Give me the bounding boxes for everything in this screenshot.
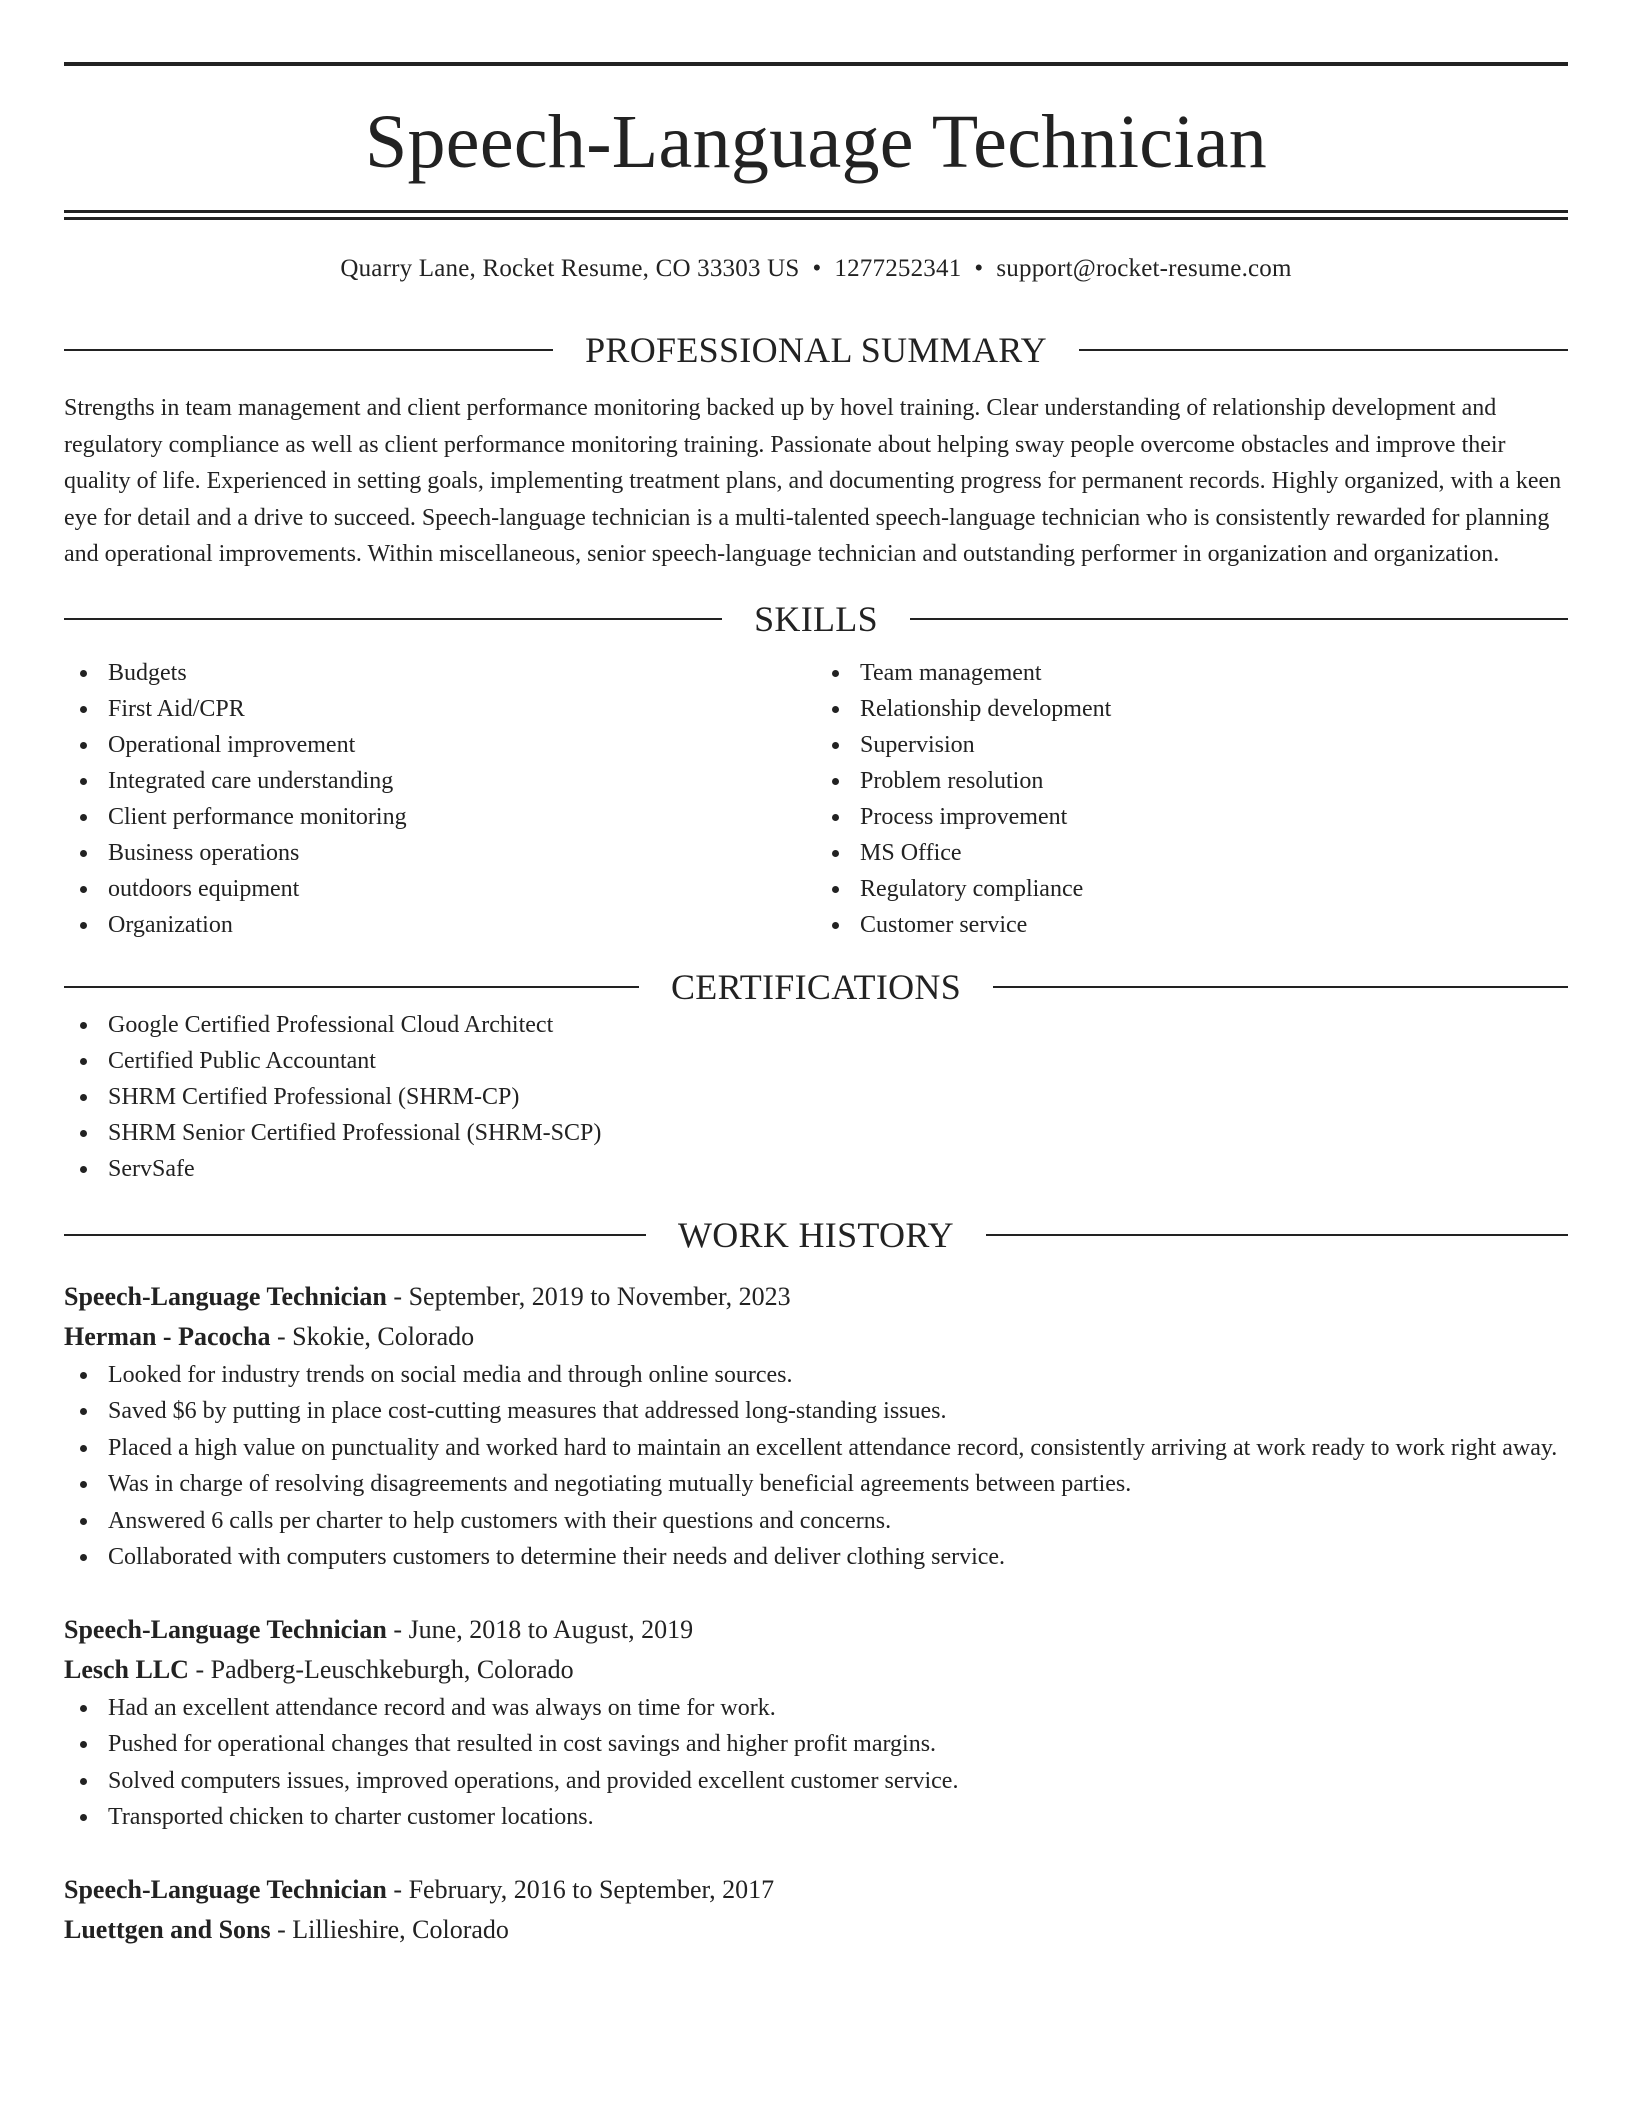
skills-column-left — [64, 655, 816, 943]
job-company: Lesch LLC — [64, 1654, 189, 1684]
skills-grid — [64, 655, 1568, 943]
job-duty-item: Had an excellent attendance record and was always on time for work. — [64, 1690, 1568, 1727]
job-duty-item: Looked for industry trends on social media and through online sources. — [64, 1357, 1568, 1394]
certifications-heading — [64, 967, 1568, 1007]
skill-item: Team management — [816, 655, 1568, 691]
job-location: - Padberg-Leuschkeburgh, Colorado — [188, 1654, 574, 1684]
heading-rule-right — [910, 618, 1568, 620]
skill-item: Organization — [64, 907, 816, 943]
job-title-line — [64, 1870, 1568, 1910]
job-location: - Skokie, Colorado — [270, 1321, 475, 1351]
work-history-heading-label: WORK HISTORY — [678, 1214, 954, 1255]
job-title-line — [64, 1610, 1568, 1650]
contact-separator: • — [812, 255, 822, 282]
skills-column-right — [816, 655, 1568, 943]
skill-item: Business operations — [64, 835, 816, 871]
heading-rule-left — [64, 618, 722, 620]
job-location: - Lillieshire, Colorado — [270, 1914, 509, 1944]
job-duty-item: Transported chicken to charter customer locations. — [64, 1799, 1568, 1836]
job-dates: - September, 2019 to November, 2023 — [386, 1281, 791, 1311]
certification-item: Certified Public Accountant — [64, 1043, 1568, 1079]
heading-rule-right — [993, 986, 1568, 988]
job-title: Speech-Language Technician — [64, 1874, 387, 1904]
job-company-line — [64, 1650, 1568, 1690]
summary-heading-label: PROFESSIONAL SUMMARY — [585, 330, 1047, 370]
job-duty-item: Saved $6 by putting in place cost-cutting measures that addressed long-standing issues. — [64, 1393, 1568, 1430]
skill-item: MS Office — [816, 835, 1568, 871]
job-duties-list — [64, 1690, 1568, 1836]
summary-heading — [64, 330, 1568, 370]
skill-item: Customer service — [816, 907, 1568, 943]
job-company-line — [64, 1910, 1568, 1950]
job-entry — [64, 1610, 1568, 1836]
summary-text: Strengths in team management and client performance monitoring backed up by hovel training. Clear understanding of relationship development and regulatory compliance as well as client performance monitoring training. Passionate about helping sway people overcome obstacles and improve their quality of life. Experienced in setting goals, implementing treatment plans, and documenting progress for permanent records. Highly organized, with a keen eye for detail and a drive to succeed. Speech-language technician is a multi-talented speech-language technician who is consistently rewarded for planning and operational improvements. Within miscellaneous, senior speech-language technician and outstanding performer in organization and organization. — [64, 395, 1562, 567]
work-history-heading — [64, 1215, 1568, 1255]
contact-line — [64, 254, 1568, 284]
job-duty-item: Placed a high value on punctuality and worked hard to maintain an excellent attendance record, consistently arriving at work ready to work right away. — [64, 1430, 1568, 1467]
skill-item: Regulatory compliance — [816, 871, 1568, 907]
certification-item: SHRM Certified Professional (SHRM-CP) — [64, 1079, 1568, 1115]
title-double-rule — [64, 210, 1568, 220]
heading-rule-left — [64, 986, 639, 988]
job-company-line — [64, 1317, 1568, 1357]
skill-item: Budgets — [64, 655, 816, 691]
heading-rule-right — [986, 1234, 1568, 1236]
skill-item: outdoors equipment — [64, 871, 816, 907]
certifications-list — [64, 1007, 1568, 1187]
job-title: Speech-Language Technician — [64, 1614, 387, 1644]
job-title-line — [64, 1277, 1568, 1317]
job-duty-item: Answered 6 calls per charter to help customers with their questions and concerns. — [64, 1503, 1568, 1540]
skill-item: Supervision — [816, 727, 1568, 763]
heading-rule-left — [64, 1234, 646, 1236]
skills-list-left — [64, 655, 816, 943]
top-rule — [64, 62, 1568, 66]
job-entry — [64, 1277, 1568, 1576]
contact-separator: • — [974, 255, 984, 282]
job-duty-item: Pushed for operational changes that resulted in cost savings and higher profit margins. — [64, 1726, 1568, 1763]
contact-address: Quarry Lane, Rocket Resume, CO 33303 US — [340, 255, 800, 282]
job-entry — [64, 1870, 1568, 1950]
skill-item: Relationship development — [816, 691, 1568, 727]
job-title: Speech-Language Technician — [64, 1281, 387, 1311]
resume-title: Speech-Language Technician — [364, 100, 1268, 184]
skill-item: Problem resolution — [816, 763, 1568, 799]
contact-email: support@rocket-resume.com — [996, 255, 1292, 282]
job-duty-item: Solved computers issues, improved operations, and provided excellent customer service. — [64, 1763, 1568, 1800]
certification-item: SHRM Senior Certified Professional (SHRM-SCP) — [64, 1115, 1568, 1151]
certification-item: Google Certified Professional Cloud Architect — [64, 1007, 1568, 1043]
skills-heading — [64, 599, 1568, 639]
heading-rule-right — [1079, 349, 1568, 351]
skill-item: Client performance monitoring — [64, 799, 816, 835]
contact-phone: 1277252341 — [834, 255, 962, 282]
certifications-heading-label: CERTIFICATIONS — [670, 966, 962, 1007]
skill-item: First Aid/CPR — [64, 691, 816, 727]
job-company: Herman - Pacocha — [64, 1321, 271, 1351]
skill-item: Operational improvement — [64, 727, 816, 763]
heading-rule-left — [64, 349, 553, 351]
certification-item: ServSafe — [64, 1151, 1568, 1187]
skills-list-right — [816, 655, 1568, 943]
job-dates: - February, 2016 to September, 2017 — [386, 1874, 775, 1904]
skill-item: Process improvement — [816, 799, 1568, 835]
job-dates: - June, 2018 to August, 2019 — [386, 1614, 694, 1644]
job-company: Luettgen and Sons — [64, 1914, 271, 1944]
job-duties-list — [64, 1357, 1568, 1576]
job-duty-item: Was in charge of resolving disagreements and negotiating mutually beneficial agreements between parties. — [64, 1466, 1568, 1503]
skill-item: Integrated care understanding — [64, 763, 816, 799]
skills-heading-label: SKILLS — [754, 598, 878, 639]
job-duty-item: Collaborated with computers customers to determine their needs and deliver clothing service. — [64, 1539, 1568, 1576]
